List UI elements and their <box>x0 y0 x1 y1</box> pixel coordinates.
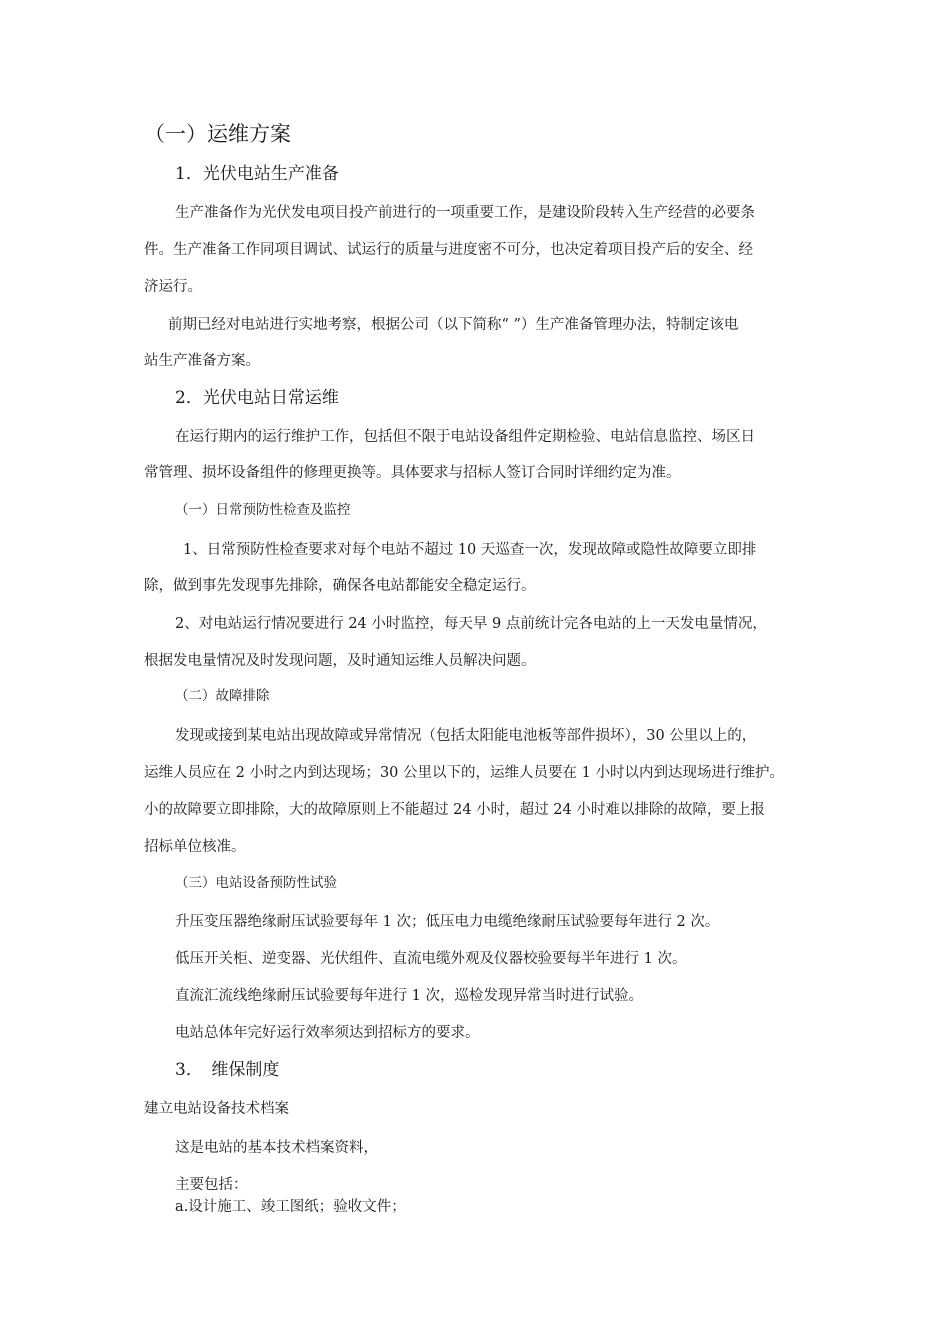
paragraph-line: 招标单位核准。 <box>144 839 246 855</box>
paragraph-line: 主要包括： <box>175 1177 248 1193</box>
heading-production-prep: 1．光伏电站生产准备 <box>175 164 339 184</box>
paragraph-line: 济运行。 <box>144 279 202 295</box>
list-item: a.设计施工、竣工图纸；验收文件； <box>175 1199 406 1215</box>
paragraph-line: 小的故障要立即排除，大的故障原则上不能超过 24 小时，超过 24 小时难以排除的故障，要上报 <box>144 802 765 818</box>
subheading-fault-removal: （二）故障排除 <box>175 688 270 704</box>
heading-maintenance-system: 3． 维保制度 <box>175 1060 280 1080</box>
paragraph-line: 前期已经对电站进行实地考察，根据公司（以下简称“ ”）生产准备管理办法，特制定该电 <box>168 317 739 333</box>
subheading-preventive-test: （三）电站设备预防性试验 <box>175 875 337 891</box>
paragraph-line: 这是电站的基本技术档案资料， <box>175 1140 378 1156</box>
paragraph-line: 升压变压器绝缘耐压试验要每年 1 次；低压电力电缆绝缘耐压试验要每年进行 2 次。 <box>175 914 720 930</box>
paragraph-line: 运维人员应在 2 小时之内到达现场；30 公里以下的，运维人员要在 1 小时以内到达现场进行维护。 <box>144 765 784 781</box>
section-heading: （一）运维方案 <box>144 122 291 146</box>
list-item: 2、对电站运行情况要进行 24 小时监控，每天早 9 点前统计完各电站的上一天发电量情况， <box>175 616 767 632</box>
paragraph-line: 直流汇流线绝缘耐压试验要每年进行 1 次，巡检发现异常当时进行试验。 <box>175 988 643 1004</box>
paragraph-line: 低压开关柜、逆变器、光伏组件、直流电缆外观及仪器校验要每半年进行 1 次。 <box>175 951 687 967</box>
paragraph-line: 生产准备作为光伏发电项目投产前进行的一项重要工作，是建设阶段转入生产经营的必要条 <box>175 205 755 221</box>
list-item: 1、日常预防性检查要求对每个电站不超过 10 天巡查一次，发现故障或隐性故障要立即排 <box>183 542 757 558</box>
list-item: 除，做到事先发现事先排除，确保各电站都能安全稳定运行。 <box>144 578 536 594</box>
paragraph-line: 建立电站设备技术档案 <box>144 1101 289 1117</box>
paragraph-line: 发现或接到某电站出现故障或异常情况（包括太阳能电池板等部件损坏），30 公里以上的， <box>175 728 757 744</box>
paragraph-line: 在运行期内的运行维护工作，包括但不限于电站设备组件定期检验、电站信息监控、场区日 <box>175 429 755 445</box>
paragraph-line: 电站总体年完好运行效率须达到招标方的要求。 <box>175 1025 480 1041</box>
list-item: 根据发电量情况及时发现问题，及时通知运维人员解决问题。 <box>144 653 536 669</box>
paragraph-line: 站生产准备方案。 <box>144 353 260 369</box>
subheading-preventive-inspection: （一）日常预防性检查及监控 <box>175 502 351 518</box>
heading-daily-maintenance: 2．光伏电站日常运维 <box>175 388 339 408</box>
paragraph-line: 件。生产准备工作同项目调试、试运行的质量与进度密不可分，也决定着项目投产后的安全、经 <box>144 242 753 258</box>
paragraph-line: 常管理、损坏设备组件的修理更换等。具体要求与招标人签订合同时详细约定为准。 <box>144 465 681 481</box>
